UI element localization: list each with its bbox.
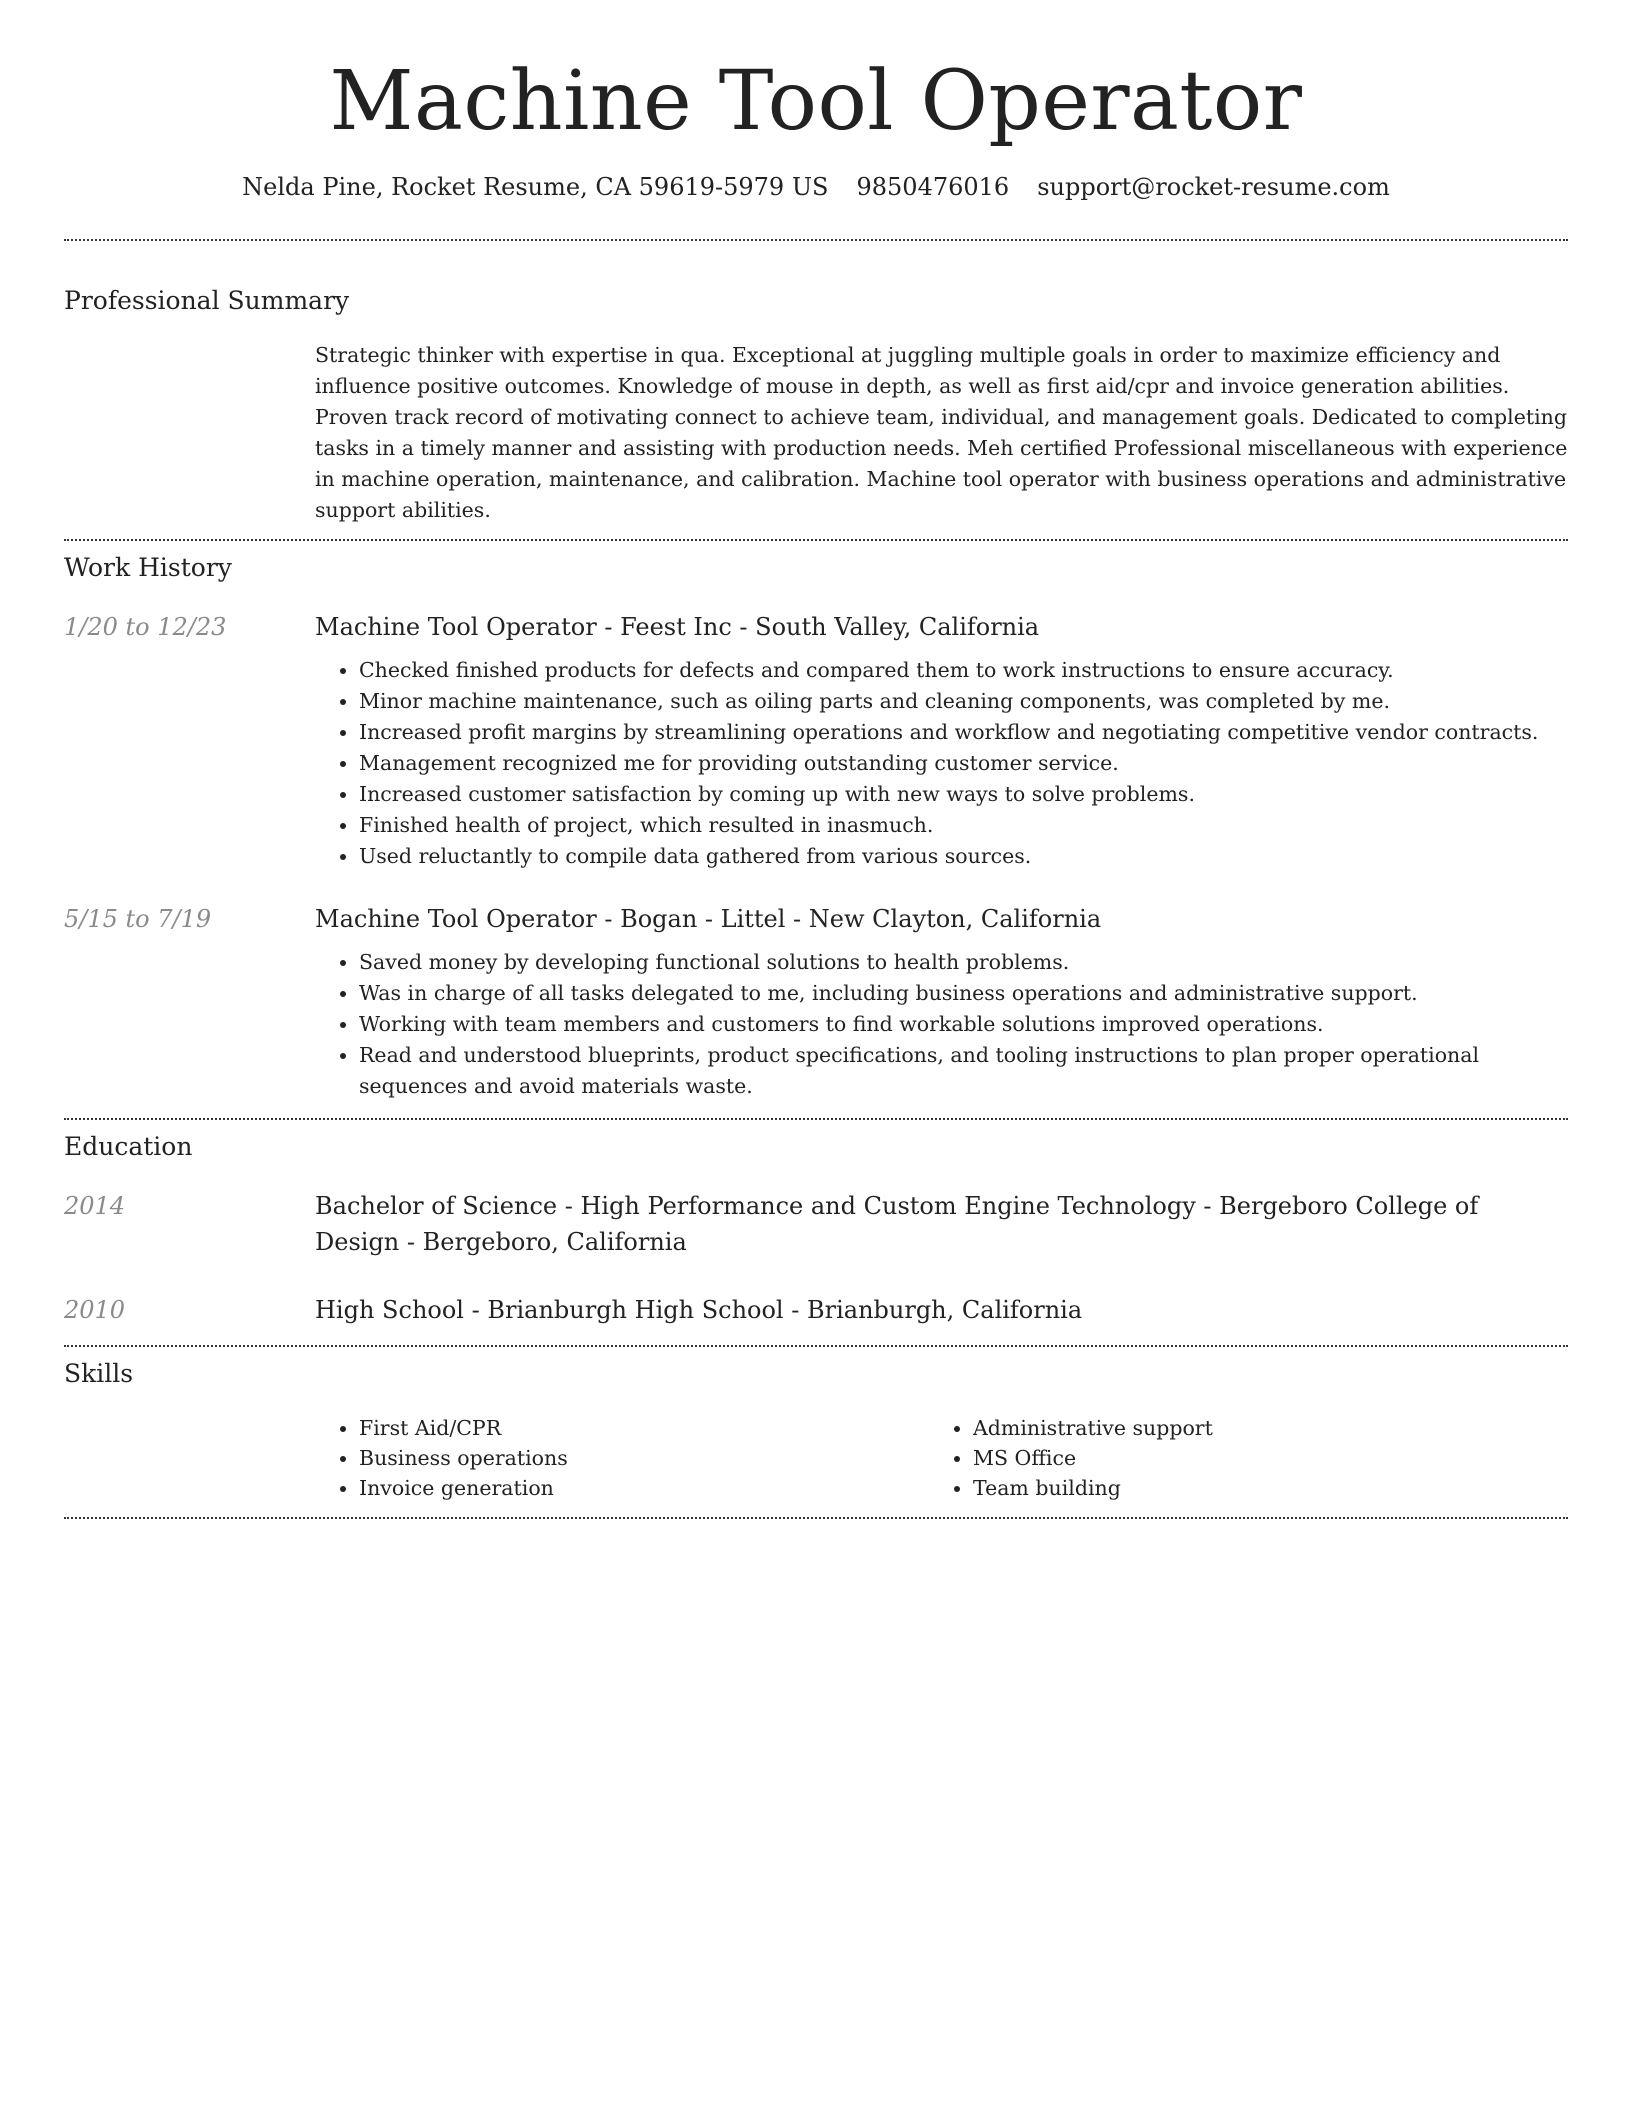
section-heading-work: Work History xyxy=(64,553,232,582)
education-details: Bachelor of Science - High Performance and Custom Engine Technology - Bergeboro College of Design - Bergeboro, California xyxy=(315,1192,1479,1256)
contact-email: support@rocket-resume.com xyxy=(1037,173,1390,201)
work-section xyxy=(64,541,1568,1102)
education-section xyxy=(64,1120,1568,1328)
list-item: • Read and understood blueprints, product specifications, and tooling instructions to plan proper operational sequences and avoid materials waste. xyxy=(359,1040,1568,1102)
education-entry xyxy=(64,1188,1568,1260)
summary-spacer xyxy=(64,340,315,526)
job-heading: Machine Tool Operator - Bogan - Littel - New Clayton, California xyxy=(315,905,1102,933)
job-dates: 5/15 to 7/19 xyxy=(64,905,212,933)
list-item: • Working with team members and customers to find workable solutions improved operations. xyxy=(359,1009,1568,1040)
skills-spacer xyxy=(64,1413,315,1503)
job-company-location: Feest Inc - South Valley, California xyxy=(620,613,1040,641)
list-item: • Increased profit margins by streamlining operations and workflow and negotiating competitive vendor contracts. xyxy=(359,717,1568,748)
skills-grid xyxy=(315,1413,1568,1503)
contact-line xyxy=(64,170,1568,204)
skills-list-left xyxy=(315,1413,929,1503)
skill-item: • First Aid/CPR xyxy=(359,1413,929,1443)
skill-item: • Invoice generation xyxy=(359,1473,929,1503)
contact-address: Nelda Pine, Rocket Resume, CA 59619-5979 US xyxy=(242,173,829,201)
divider xyxy=(64,1517,1568,1519)
job-heading: Machine Tool Operator - Feest Inc - South Valley, California xyxy=(315,613,1040,641)
contact-phone: 9850476016 xyxy=(856,173,1010,201)
resume-title: Machine Tool Operator xyxy=(329,54,1303,149)
job-bullets xyxy=(315,655,1568,872)
resume-page xyxy=(64,0,1568,1519)
skill-item: • Administrative support xyxy=(973,1413,1543,1443)
summary-section xyxy=(64,241,1568,526)
skill-item: • MS Office xyxy=(973,1443,1543,1473)
education-school: Bergeboro College of Design - Bergeboro, California xyxy=(315,1192,1479,1256)
skills-section xyxy=(64,1347,1568,1503)
job-company-location: Bogan - Littel - New Clayton, California xyxy=(620,905,1102,933)
job-entry xyxy=(64,901,1568,1102)
section-heading-skills: Skills xyxy=(64,1359,134,1388)
list-item: • Finished health of project, which resulted in inasmuch. xyxy=(359,810,1568,841)
job-bullets xyxy=(315,947,1568,1102)
list-item: • Checked finished products for defects and compared them to work instructions to ensure accuracy. xyxy=(359,655,1568,686)
list-item: • Saved money by developing functional solutions to health problems. xyxy=(359,947,1568,978)
job-entry xyxy=(64,609,1568,872)
education-school: Brianburgh High School - Brianburgh, California xyxy=(487,1296,1083,1324)
list-item: • Used reluctantly to compile data gathered from various sources. xyxy=(359,841,1568,872)
list-item: • Was in charge of all tasks delegated to me, including business operations and administrative support. xyxy=(359,978,1568,1009)
summary-text: Strategic thinker with expertise in qua. Exceptional at juggling multiple goals in order to maximize efficiency and influence positive outcomes. Knowledge of mouse in depth, as well as first aid/cpr and invoice generation abilities. Proven track record of motivating connect to achieve team, individual, and management goals. Dedicated to completing tasks in a timely manner and assisting with production needs. Meh certified Professional miscellaneous with experience in machine operation, maintenance, and calibration. Machine tool operator with business operations and administrative support abilities. xyxy=(315,343,1568,522)
education-details: High School - Brianburgh High School - Brianburgh, California xyxy=(315,1296,1083,1324)
education-year: 2014 xyxy=(64,1192,126,1220)
education-degree: High School xyxy=(315,1296,464,1324)
list-item: • Management recognized me for providing outstanding customer service. xyxy=(359,748,1568,779)
section-heading-education: Education xyxy=(64,1132,193,1161)
job-dates: 1/20 to 12/23 xyxy=(64,613,227,641)
skill-item: • Business operations xyxy=(359,1443,929,1473)
list-item: • Increased customer satisfaction by coming up with new ways to solve problems. xyxy=(359,779,1568,810)
education-degree: Bachelor of Science - High Performance and Custom Engine Technology xyxy=(315,1192,1196,1220)
skill-item: • Team building xyxy=(973,1473,1543,1503)
job-title: Machine Tool Operator xyxy=(315,613,597,641)
education-year: 2010 xyxy=(64,1296,126,1324)
job-title: Machine Tool Operator xyxy=(315,905,597,933)
section-heading-summary: Professional Summary xyxy=(64,286,350,315)
list-item: • Minor machine maintenance, such as oiling parts and cleaning components, was completed by me. xyxy=(359,686,1568,717)
skills-list-right xyxy=(929,1413,1543,1503)
education-entry xyxy=(64,1292,1568,1328)
